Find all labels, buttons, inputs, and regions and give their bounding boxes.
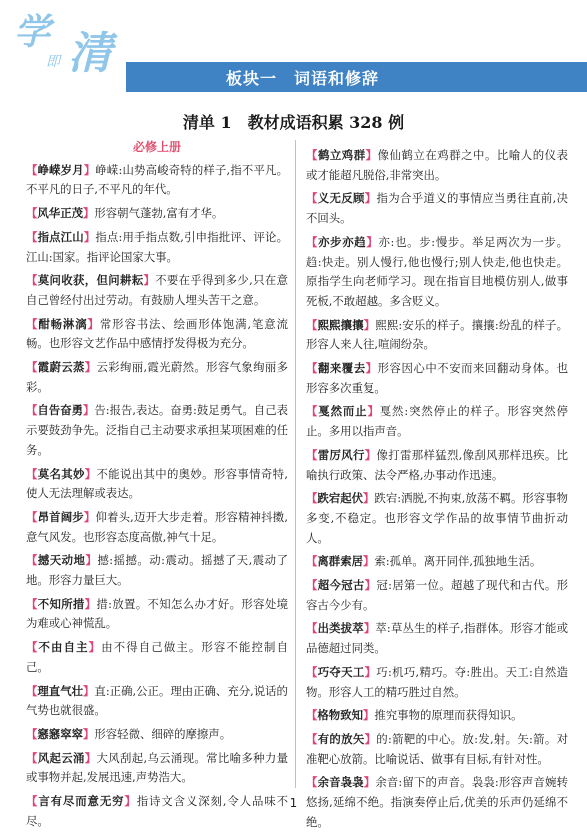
logo-char-2: 即 [46,54,60,70]
bracket-open: 【 [26,640,39,655]
idiom-term: 昂首阔步 [37,509,84,524]
idiom-term: 撼天动地 [37,553,86,568]
bracket-close: 】 [88,640,102,655]
bracket-close: 】 [365,361,378,376]
idiom-entry [26,749,288,788]
bracket-close: 】 [143,273,156,288]
bracket-close: 】 [84,360,97,375]
idiom-definition: 戛然:突然停止的样子。形容突然停止。多用以指声音。 [306,404,568,439]
idiom-entry [26,725,288,745]
bracket-open: 【 [306,775,318,790]
idiom-entry [306,730,568,769]
idiom-entry [306,446,568,485]
idiom-definition: 不要在乎得到多少,只在意自己曾经付出过劳动。有鼓励人埋头苦干之意。 [26,273,288,307]
idiom-term: 风起云涌 [37,750,85,765]
bracket-close: 】 [83,162,96,177]
bracket-close: 】 [362,554,375,569]
idiom-term: 格物致知 [317,708,363,723]
bracket-open: 【 [26,750,38,765]
bracket-close: 】 [363,317,376,332]
bracket-close: 】 [364,731,377,746]
bracket-close: 】 [83,683,95,698]
idiom-term: 风华正茂 [37,206,83,221]
idiom-term: 理直气壮 [37,683,84,698]
idiom-definition: 指点:用手指点数,引申指批评、评论。江山:国家。指评论国家大事。 [26,229,288,264]
bracket-close: 】 [84,466,97,481]
idiom-definition: 常形容书法、绘画形体饱满,笔意流畅。也形容文艺作品中感情抒发得极为充分。 [26,316,288,351]
idiom-definition: 熙熙:安乐的样子。攘攘:纷乱的样子。形容人来人往,喧闹纷杂。 [306,317,568,352]
idiom-definition: 告:报告,表达。奋勇:鼓足勇气。自己表示要鼓劲争先。泛指自己主动要求承担某项困难的任务。 [26,403,288,457]
idiom-entry [26,204,288,224]
idiom-term: 出类拔萃 [317,621,364,636]
idiom-term: 余音袅袅 [317,775,364,790]
bracket-close: 】 [82,403,95,418]
bracket-close: 】 [364,191,377,206]
bracket-close: 】 [364,447,377,462]
bracket-close: 】 [84,750,97,765]
bracket-open: 【 [26,229,38,244]
logo [10,4,130,82]
idiom-entry [26,401,288,460]
idiom-definition: 仰着头,迈开大步走着。形容精神抖擞,意气风发。也形容态度高傲,神气十足。 [26,509,288,544]
left-column [26,138,288,836]
idiom-entry [306,189,568,228]
idiom-entry [306,576,568,615]
idiom-definition: 云彩绚丽,霞光蔚然。形容气象绚丽多彩。 [26,360,288,394]
bracket-close: 】 [363,621,376,636]
idiom-entry [26,271,288,310]
idiom-term: 指点江山 [37,229,84,244]
bracket-open: 【 [26,403,38,418]
bracket-close: 】 [364,664,377,679]
right-column [306,146,568,837]
bracket-close: 】 [82,206,95,221]
idiom-entry [306,552,568,572]
bracket-open: 【 [306,404,319,419]
idiom-term: 自告奋勇 [37,403,83,418]
bracket-close: 】 [366,234,379,249]
bracket-close: 】 [365,148,378,162]
idiom-definition: 推究事物的原理而获得知识。 [374,708,523,723]
bracket-open: 【 [26,726,38,741]
bracket-open: 【 [306,148,318,162]
bracket-open: 【 [306,621,318,636]
idiom-entry [26,508,288,547]
idiom-entry [306,706,568,726]
bracket-open: 【 [26,273,38,288]
logo-char-1: 学 [14,12,51,53]
idiom-definition: 萃:草丛生的样子,指群体。形容才能或品德超过同类。 [306,621,568,656]
bracket-close: 】 [82,726,95,741]
idiom-term: 莫问收获，但问耕耘 [37,273,144,288]
bracket-open: 【 [306,491,318,506]
bracket-close: 】 [84,596,97,611]
idiom-term: 离群索居 [317,554,363,569]
idiom-definition: 由不得自己做主。形容不能控制自己。 [26,640,288,674]
bracket-open: 【 [306,554,318,569]
bracket-close: 】 [83,509,96,524]
idiom-term: 不由自主 [38,640,89,655]
bracket-close: 】 [367,404,380,419]
idiom-term: 酣畅淋漓 [38,316,88,331]
idiom-definition: 不能说出其中的奥妙。形容事情奇特,使人无法理解或表达。 [26,466,288,501]
bracket-close: 】 [124,794,137,809]
idiom-term: 翻来覆去 [317,361,366,376]
bracket-open: 【 [306,447,318,462]
bracket-open: 【 [306,578,318,593]
bracket-open: 【 [306,191,318,206]
idiom-definition: 余音:留下的声音。袅袅:形容声音婉转悠扬,延绵不绝。指演奏停止后,优美的乐声仍延绵不绝。 [306,775,568,829]
idiom-entry [306,146,568,185]
idiom-definition: 的:箭靶的中心。放:发,射。矢:箭。对准靶心放箭。比喻说话、做事有目标,有针对性。 [306,731,568,766]
bracket-close: 】 [363,775,376,790]
subsection-heading: 必修上册 [132,140,181,154]
idiom-entry [306,663,568,702]
idiom-definition: 撼:摇撼。动:震动。摇撼了天,震动了地。形容力量巨大。 [26,553,288,588]
idiom-term: 巧夺天工 [317,664,365,679]
bracket-open: 【 [306,731,318,746]
idiom-term: 超今冠古 [317,578,365,593]
idiom-definition: 巧:机巧,精巧。夺:胜出。天工:自然造物。形容人工的精巧胜过自然。 [306,664,568,699]
idiom-definition: 形容朝气蓬勃,富有才华。 [94,206,224,221]
idiom-term: 峥嵘岁月 [37,162,84,177]
idiom-entry [26,228,288,267]
idiom-definition: 亦:也。步:慢步。举足两次为一步。趋:快走。别人慢行,他也慢行;别人快走,他也快走。原指学生向老师学习。现在指盲目地模仿别人,做事死板,不敢超越。多含贬义。 [306,234,568,308]
idiom-entry [306,316,568,355]
idiom-definition: 跌宕:洒脱,不拘束,放荡不羁。形容事物多变,不稳定。也形容文学作品的故事情节曲折动人。 [306,491,568,545]
bracket-open: 【 [306,234,319,249]
idiom-entry [26,358,288,397]
idiom-entry [26,638,288,677]
idiom-definition: 冠:居第一位。超越了现代和古代。形容古今少有。 [306,578,568,612]
idiom-term: 亦步亦趋 [318,234,367,249]
logo-char-3: 清 [68,28,112,79]
idiom-term: 莫名其妙 [37,466,85,481]
idiom-definition: 像打雷那样猛烈,像刮风那样迅疾。比喻执行政策、法令严格,办事动作迅速。 [306,447,568,482]
bracket-open: 【 [26,466,38,481]
idiom-definition: 峥嵘:山势高峻奇特的样子,指不平凡。不平凡的日子,不平凡的年代。 [26,162,288,197]
idiom-entry [26,315,288,354]
idiom-term: 雷厉风行 [317,447,365,462]
idiom-entry [26,682,288,721]
idiom-definition: 措:放置。不知怎么办才好。形容处境为难或心神慌乱。 [26,596,288,631]
idiom-term: 戛然而止 [318,404,368,419]
bracket-open: 【 [26,509,38,524]
idiom-entry [306,619,568,658]
idiom-term: 言有尽而意无穷 [38,794,125,809]
bracket-open: 【 [306,361,318,376]
bracket-open: 【 [306,708,318,723]
bracket-open: 【 [306,317,318,332]
idiom-term: 义无反顾 [317,191,365,206]
bracket-close: 】 [362,708,375,723]
idiom-entry [26,465,288,504]
bracket-close: 】 [363,491,375,506]
idiom-term: 霞蔚云蒸 [37,360,85,375]
section-banner [126,62,587,92]
bracket-open: 【 [26,794,39,809]
idiom-term: 窸窸窣窣 [37,726,83,741]
idiom-definition: 索:孤单。离开同伴,孤独地生活。 [374,554,542,569]
bracket-open: 【 [26,316,39,331]
bracket-open: 【 [26,553,38,568]
idiom-entry [26,161,288,200]
idiom-entry [26,595,288,634]
idiom-definition: 指为合乎道义的事情应当勇往直前,决不回头。 [306,191,568,226]
idiom-term: 跌宕起伏 [317,491,364,506]
idiom-definition: 指诗文含义深刻,令人品味不尽。 [26,794,288,828]
bracket-open: 【 [306,664,318,679]
bracket-close: 】 [87,316,100,331]
idiom-entry [26,551,288,590]
bracket-close: 】 [85,553,98,568]
idiom-term: 熙熙攘攘 [317,317,364,332]
bracket-open: 【 [26,206,38,221]
page-number: 1 [289,796,298,810]
idiom-term: 有的放矢 [317,731,365,746]
banner-title: 板块一 词语和修辞 [226,69,380,88]
idiom-term: 不知所措 [37,596,85,611]
list-title: 清单 1 教材成语积累 328 例 [182,113,405,132]
bracket-open: 【 [26,683,38,698]
bracket-close: 】 [364,578,377,593]
bracket-close: 】 [83,229,96,244]
bracket-open: 【 [26,360,38,375]
idiom-definition: 直:正确,公正。理由正确、充分,说话的气势也就很盛。 [26,683,288,718]
bracket-open: 【 [26,596,38,611]
idiom-entry [306,233,568,312]
bracket-open: 【 [26,162,38,177]
column-divider [295,140,296,788]
idiom-entry [306,359,568,398]
idiom-definition: 像仙鹤立在鸡群之中。比喻人的仪表或才能超凡脱俗,非常突出。 [306,148,568,182]
idiom-definition: 形容因心中不安而来回翻动身体。也形容多次重复。 [306,361,568,395]
idiom-definition: 形容轻微、细碎的摩擦声。 [94,726,232,741]
idiom-term: 鹤立鸡群 [317,148,366,162]
idiom-entry [306,489,568,548]
idiom-entry [306,402,568,441]
idiom-definition: 大风刮起,乌云涌现。常比喻多种力量或事物并起,发展迅速,声势浩大。 [26,750,288,785]
